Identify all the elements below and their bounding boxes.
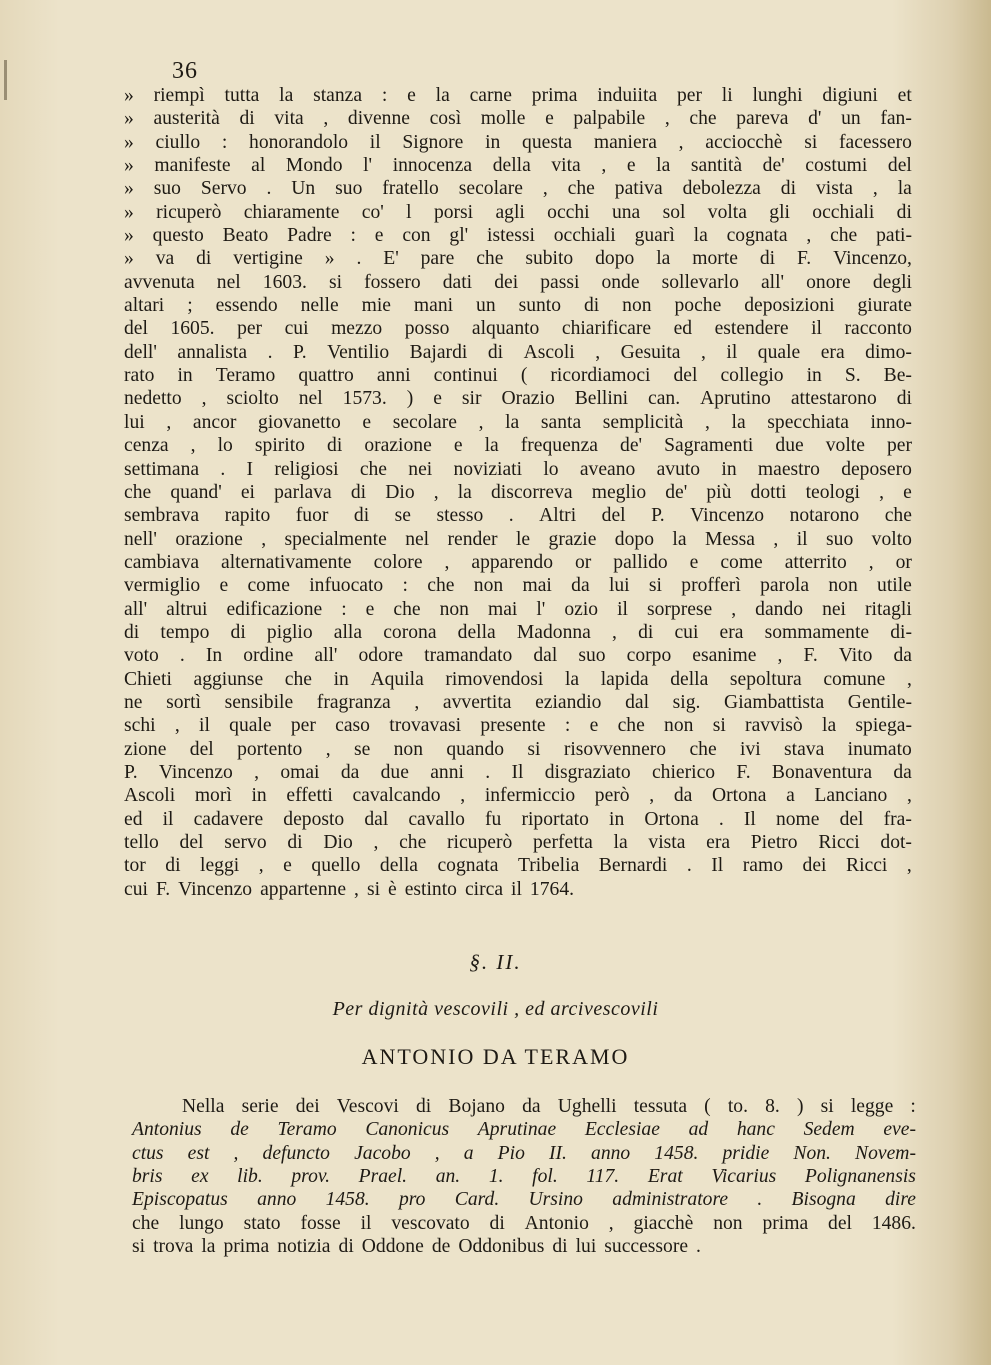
section-heading: §. II. [469, 950, 522, 974]
text-line: zione del portento , se non quando si risovvennero che ivi stava inumato [124, 738, 912, 760]
text-line: voto . In ordine all' odore tramandato dal suo corpo esanime , F. Vito da [124, 645, 912, 667]
text-line: si trova la prima notizia di Oddone de Oddonibus di lui successore . [132, 1236, 701, 1258]
text-line: cui F. Vincenzo appartenne , si è estinto circa il 1764. [124, 878, 575, 900]
text-line: dell' annalista . P. Ventilio Bajardi di Ascoli , Gesuita , il quale era dimo- [124, 341, 912, 363]
paragraph-continuation [124, 84, 912, 901]
text-line: nedetto , sciolto nel 1573. ) e sir Orazio Bellini can. Aprutino attestarono di [124, 388, 912, 410]
text-line: Ascoli morì in effetti cavalcando , infermiccio però , da Ortona a Lanciano , [124, 785, 912, 807]
text-line: di tempo di piglio alla corona della Madonna , di cui era sommamente di- [124, 621, 912, 643]
text-line: vermiglio e come infuocato : che non mai da lui si profferì parola non utile [124, 575, 912, 597]
text-line: tello del servo di Dio , che ricuperò perfetta la vista era Pietro Ricci dot- [124, 832, 912, 853]
text-line: ne sortì sensibile fragranza , avvertita eziandio dal sig. Giambattista Gentile- [124, 691, 912, 713]
text-line: che quand' ei parlava di Dio , la discorreva meglio de' più dotti teologi , e [124, 481, 912, 503]
text-line: » austerità di vita , divenne così molle e palpabile , che pareva d' un fan- [124, 108, 912, 130]
text-line: Antonius de Teramo Canonicus Aprutinae Ecclesiae ad hanc Sedem eve- [132, 1119, 916, 1141]
text-line: lui , ancor giovanetto e secolare , la santa semplicità , la specchiata inno- [124, 411, 912, 433]
text-line: ed il cadavere deposto dal cavallo fu riportato in Ortona . Il nome del fra- [124, 808, 912, 830]
text-line: che lungo stato fosse il vescovato di Antonio , giacchè non prima del 1486. [132, 1212, 916, 1234]
section-title: ANTONIO DA TERAMO [361, 1044, 630, 1069]
text-line: » va di vertigine » . E' pare che subito dopo la morte di F. Vincenzo, [124, 248, 912, 270]
text-line: Nella serie dei Vescovi di Bojano da Ughelli tessuta ( to. 8. ) si legge : [182, 1096, 916, 1117]
text-line: » manifeste al Mondo l' innocenza della vita , e la santità de' costumi del [124, 155, 912, 177]
text-line: » questo Beato Padre : e con gl' istessi occhiali guarì la cognata , che pati- [124, 225, 912, 247]
text-line: » suo Servo . Un suo fratello secolare , che pativa debolezza di vista , la [124, 178, 912, 200]
text-line: » ciullo : honorandolo il Signore in questa maniera , acciocchè si facessero [124, 131, 912, 153]
text-line: bris ex lib. prov. Prael. an. 1. fol. 117. Erat Vicarius Polignanensis [132, 1166, 916, 1188]
text-line: settimana . I religiosi che nei noviziati lo aveano avuto in maestro deposero [124, 458, 912, 480]
text-line: » riempì tutta la stanza : e la carne prima induiita per li lunghi digiuni et [124, 85, 912, 106]
text-line: cenza , lo spirito di orazione e la frequenza de' Sagramenti due volte per [124, 435, 912, 457]
page-number: 36 [172, 58, 198, 84]
text-line: Chieti aggiunse che in Aquila rimovendosi la lapida della sepoltura comune , [124, 668, 912, 690]
text-line: all' altrui edificazione : e che non mai l' ozio il sorprese , dando nei ritagli [124, 598, 912, 620]
text-line: ctus est , defuncto Jacobo , a Pio II. anno 1458. pridie Non. Novem- [132, 1142, 916, 1164]
text-line: del 1605. per cui mezzo posso alquanto chiarificare ed estendere il racconto [124, 318, 912, 340]
text-line: Episcopatus anno 1458. pro Card. Ursino administratore . Bisogna dire [132, 1189, 916, 1211]
text-line: avvenuta nel 1603. si fossero dati dei passi onde sollevarlo all' onore degli [124, 271, 912, 293]
text-line: rato in Teramo quattro anni continui ( ricordiamoci del collegio in S. Be- [124, 365, 912, 387]
text-line: tor di leggi , e quello della cognata Tribelia Bernardi . Il ramo dei Ricci , [124, 855, 912, 877]
text-line: altari ; essendo nelle mie mani un sunto di non poche deposizioni giurate [124, 295, 912, 317]
text-line: sembrava rapito fuor di se stesso . Altri del P. Vincenzo notarono che [124, 505, 912, 527]
text-line: schi , il quale per caso trovavasi presente : e che non si ravvisò la spiega- [124, 715, 912, 737]
section-subtitle: Per dignità vescovili , ed arcivescovili [332, 998, 659, 1020]
text-line: » ricuperò chiaramente co' l porsi agli occhi una sol volta gli occhiali di [124, 201, 912, 223]
text-line: cambiava alternativamente colore , apparendo or pallido e come atterrito , or [124, 551, 912, 573]
paragraph-antonio [132, 1095, 916, 1258]
text-line: P. Vincenzo , omai da due anni . Il disgraziato chierico F. Bonaventura da [124, 761, 912, 783]
page-edge-mark [4, 60, 7, 100]
text-line: nell' orazione , specialmente nel render le grazie dopo la Messa , il suo volto [124, 528, 912, 550]
